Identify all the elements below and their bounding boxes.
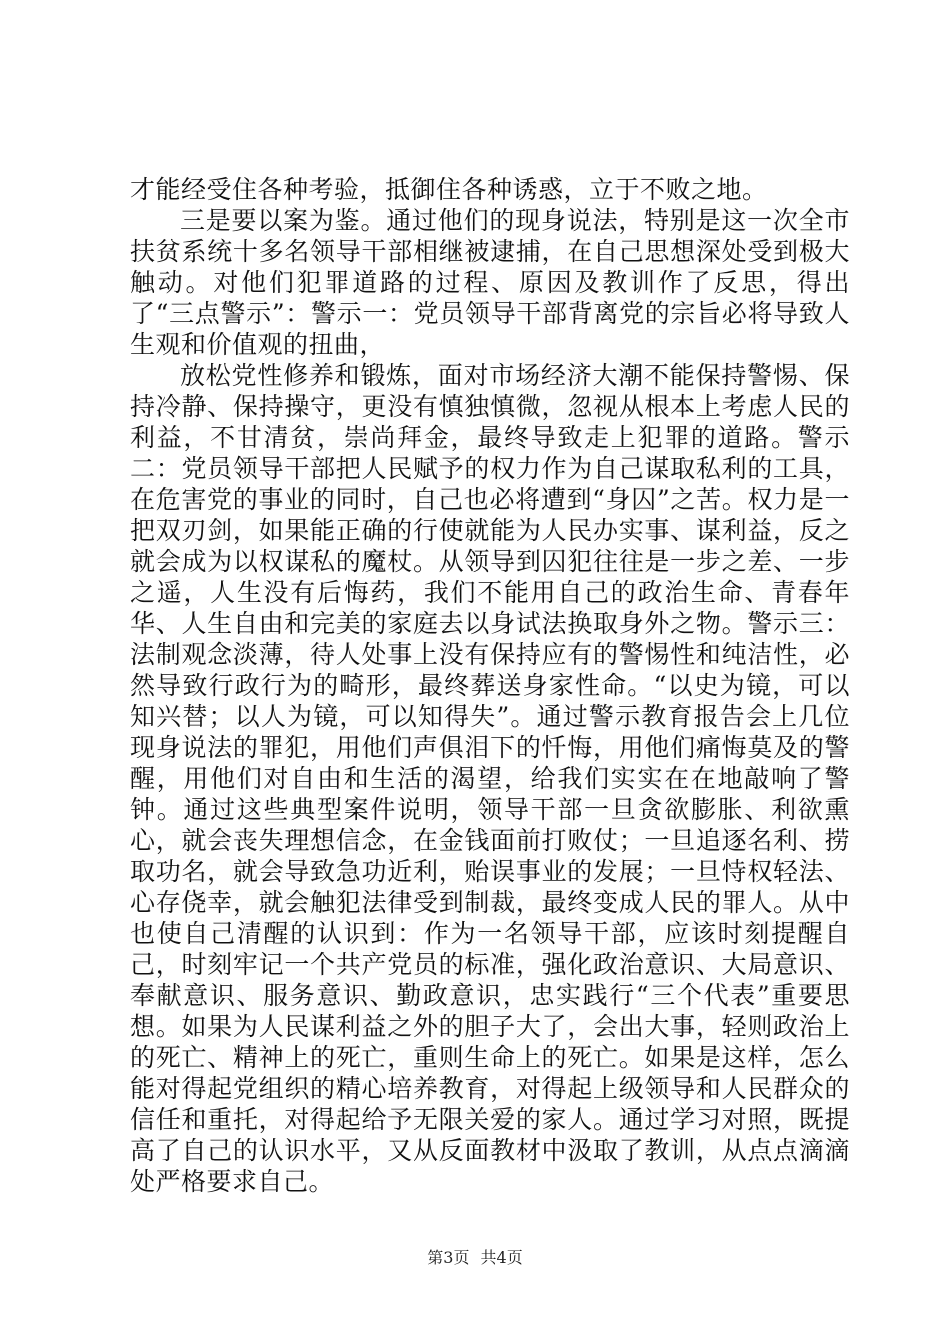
paragraph-warnings: 放松党性修养和锻炼，面对市场经济大潮不能保持警惕、保持冷静、保持操守，更没有慎独慎微，忽视从根本上考虑人民的利益，不甘清贫，崇尚拜金，最终导致走上犯罪的道路。警示二：党员领导干部把人民赋予的权力作为自己谋取私利的工具，在危害党的事业的同时，自己也必将遭到“身囚”之苦。权力是一把双刃剑，如果能正确的行使就能为人民办实事、谋利益，反之就会成为以权谋私的魔杖。从领导到囚犯往往是一步之差、一步之遥，人生没有后悔药，我们不能用自己的政治生命、青春年华、人生自由和完美的家庭去以身试法换取身外之物。警示三：法制观念淡薄，待人处事上没有保持应有的警惕性和纯洁性，必然导致行政行为的畸形，最终葬送身家性命。“以史为镜，可以知兴替；以人为镜，可以知得失”。通过警示教育报告会上几位现身说法的罪犯，用他们声俱泪下的忏悔，用他们痛悔莫及的警醒，用他们对自由和生活的渴望，给我们实实在在地敲响了警钟。通过这些典型案件说明，领导干部一旦贪欲膨胀、利欲熏心，就会丧失理想信念，在金钱面前打败仗；一旦追逐名利、捞取功名，就会导致急功近利，贻误事业的发展；一旦恃权轻法、心存侥幸，就会触犯法律受到制裁，最终变成人民的罪人。从中也使自己清醒的认识到：作为一名领导干部，应该时刻提醒自己，时刻牢记一个共产党员的标准，强化政治意识、大局意识、奉献意识、服务意识、勤政意识，忠实践行“三个代表”重要思想。如果为人民谋利益之外的胆子大了，会出大事，轻则政治上的死亡、精神上的死亡，重则生命上的死亡。如果是这样，怎么能对得起党组织的精心培养教育，对得起上级领导和人民群众的信任和重托，对得起给予无限关爱的家人。通过学习对照，既提高了自己的认识水平，又从反面教材中汲取了教训，从点点滴滴处严格要求自己。 (130, 361, 850, 1196)
document-body (130, 174, 850, 1197)
paragraph-continuation: 才能经受住各种考验，抵御住各种诱惑，立于不败之地。 (130, 175, 768, 204)
page-footer (0, 1245, 950, 1268)
paragraph-case-lesson: 三是要以案为鉴。通过他们的现身说法，特别是这一次全市扶贫系统十多名领导干部相继被逮捕，在自己思想深处受到极大触动。对他们犯罪道路的过程、原因及教训作了反思，得出了“三点警示”：警示一：党员领导干部背离党的宗旨必将导致人生观和价值观的扭曲， (130, 206, 850, 359)
page-number: 第3页 (427, 1248, 470, 1267)
page-total: 共4页 (480, 1248, 523, 1267)
